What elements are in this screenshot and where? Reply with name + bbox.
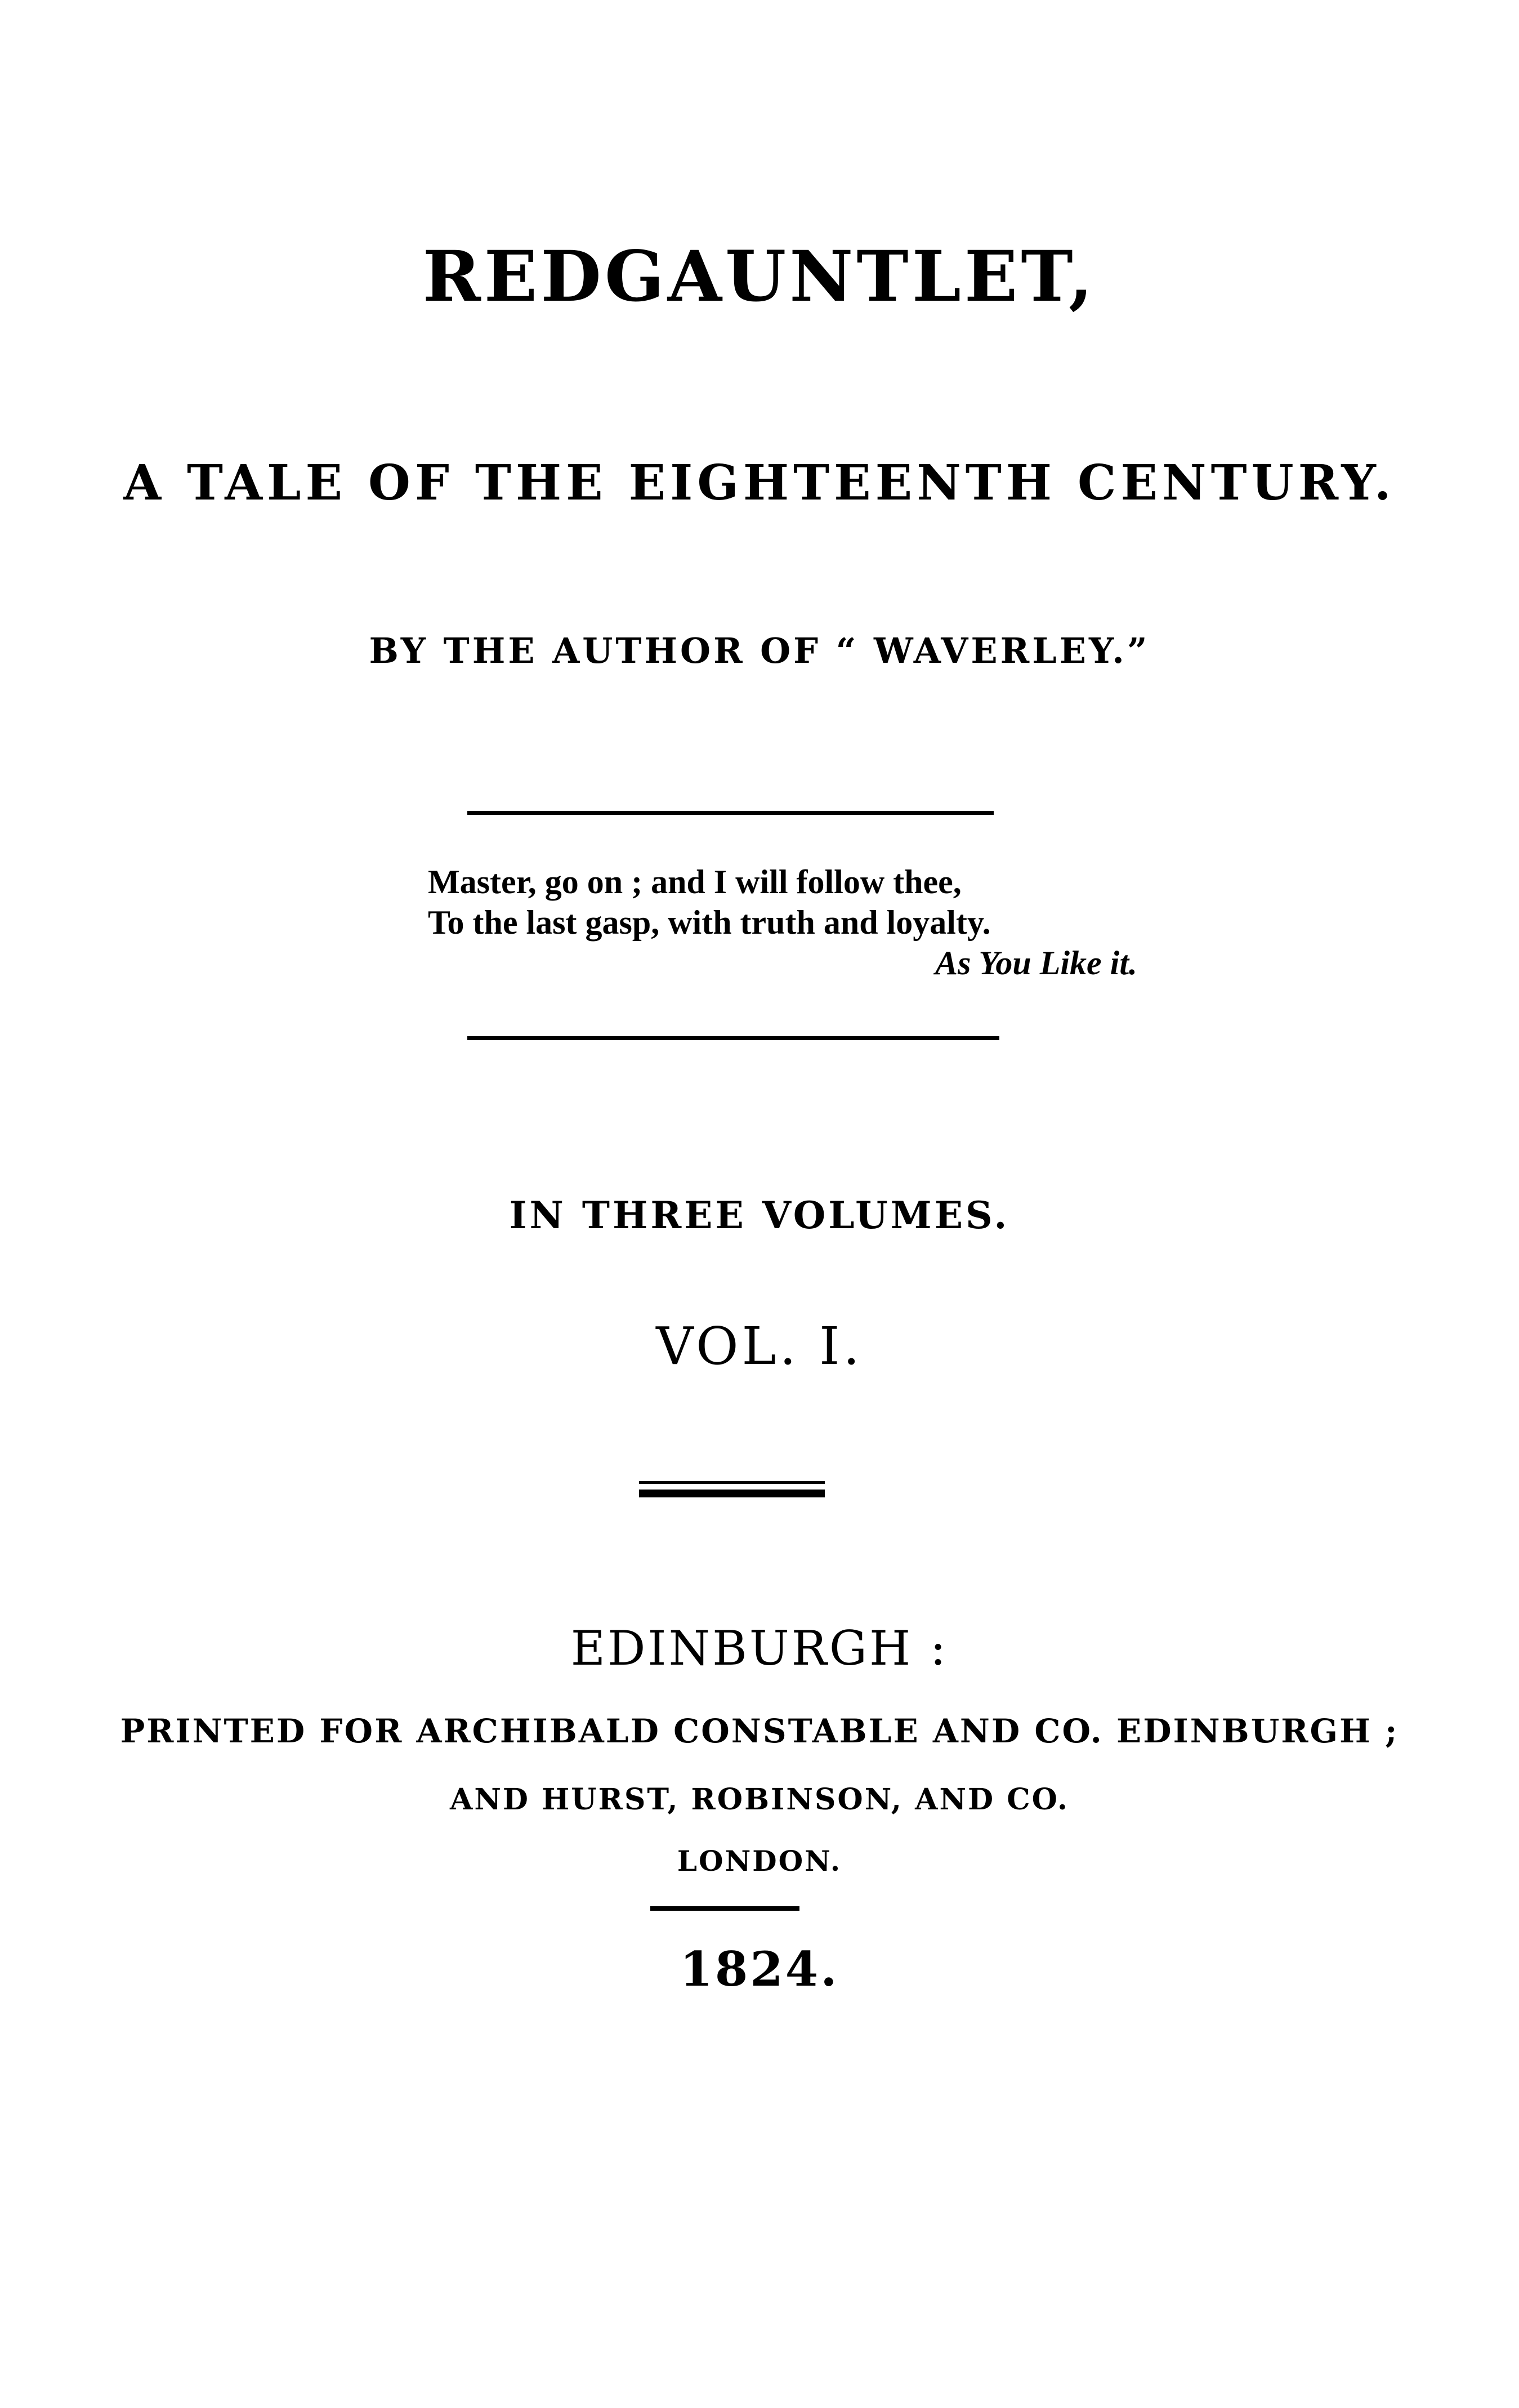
- epigraph-line-1: Master, go on ; and I will follow thee,: [428, 863, 962, 900]
- double-rule-thick: [639, 1490, 825, 1497]
- imprint-london: LONDON.: [677, 1844, 842, 1878]
- epigraph-bottom-rule: [467, 1036, 999, 1040]
- volume-number: VOL. I.: [656, 1316, 863, 1376]
- epigraph-top-rule: [467, 811, 994, 815]
- book-subtitle: A TALE OF THE EIGHTEENTH CENTURY.: [123, 454, 1396, 511]
- epigraph-line-2: To the last gasp, with truth and loyalty.: [428, 904, 991, 941]
- year-rule: [650, 1906, 799, 1911]
- imprint-year: 1824.: [680, 1941, 839, 1997]
- imprint-printer-line-1: PRINTED FOR ARCHIBALD CONSTABLE AND CO. EDINBURGH ;: [120, 1712, 1399, 1750]
- volumes-line: IN THREE VOLUMES.: [509, 1193, 1010, 1237]
- epigraph: [428, 862, 1149, 983]
- imprint-city: EDINBURGH :: [570, 1621, 949, 1676]
- imprint-printer-line-2: AND HURST, ROBINSON, AND CO.: [450, 1782, 1069, 1817]
- author-line: BY THE AUTHOR OF “ WAVERLEY.”: [369, 630, 1150, 671]
- book-title: REDGAUNTLET,: [422, 236, 1097, 318]
- epigraph-source: As You Like it.: [935, 944, 1137, 982]
- double-rule-thin: [639, 1481, 825, 1484]
